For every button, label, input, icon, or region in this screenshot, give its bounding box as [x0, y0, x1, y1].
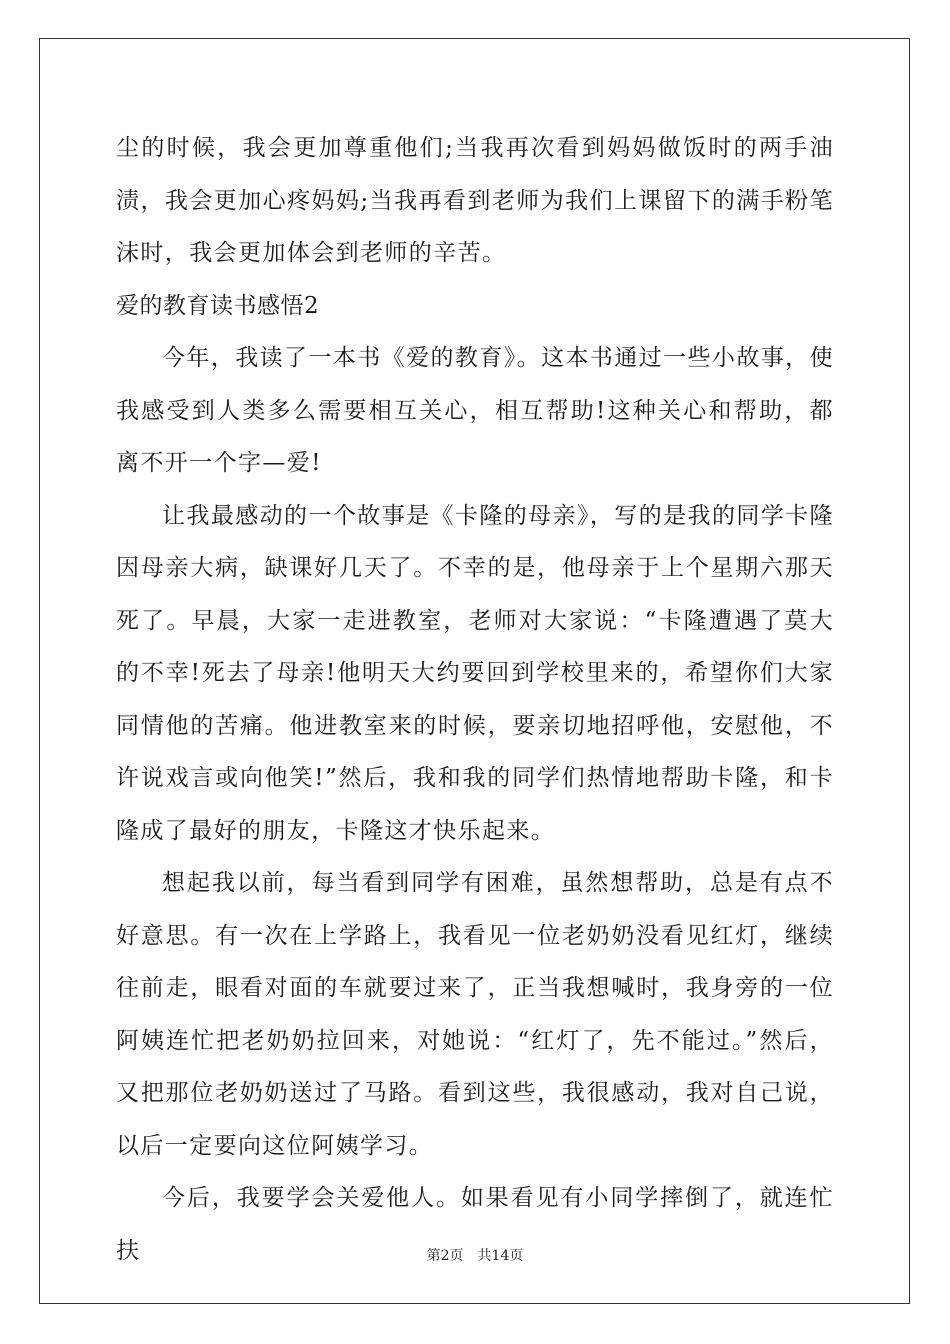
paragraph-continuation: 尘的时候，我会更加尊重他们;当我再次看到妈妈做饭时的两手油渍，我会更加心疼妈妈;当我再看到老师为我们上课留下的满手粉笔沫时，我会更加体会到老师的辛苦。	[116, 135, 834, 266]
paragraph-story: 让我最感动的一个故事是《卡隆的母亲》，写的是我的同学卡隆因母亲大病，缺课好几天了。不幸的是，他母亲于上个星期六那天死了。早晨，大家一走进教室，老师对大家说：“卡隆遭遇了莫大的不幸!死去了母亲!他明天大约要回到学校里来的，希望你们大家同情他的苦痛。他进教室来的时候，要亲切地招呼他，安慰他，不许说戏言或向他笑!”然后，我和我的同学们热情地帮助卡隆，和卡隆成了最好的朋友，卡隆这才快乐起来。	[116, 502, 834, 844]
paragraph-intro: 今年，我读了一本书《爱的教育》。这本书通过一些小故事，使我感受到人类多么需要相互关心，相互帮助!这种关心和帮助，都离不开一个字—爱!	[116, 345, 834, 476]
section-heading: 爱的教育读书感悟2	[116, 292, 320, 319]
page-total: 共14页	[477, 1248, 524, 1264]
paragraph-resolution: 今后，我要学会关爱他人。如果看见有小同学摔倒了，就连忙扶	[116, 1185, 834, 1264]
page-footer	[0, 1245, 950, 1265]
paragraph-reflection: 想起我以前，每当看到同学有困难，虽然想帮助，总是有点不好意思。有一次在上学路上，我看见一位老奶奶没看见红灯，继续往前走，眼看对面的车就要过来了，正当我想喊时，我身旁的一位阿姨连忙把老奶奶拉回来，对她说：“红灯了，先不能过。”然后，又把那位老奶奶送过了马路。看到这些，我很感动，我对自己说，以后一定要向这位阿姨学习。	[116, 870, 834, 1159]
page-number: 第2页	[426, 1248, 464, 1264]
document-body	[116, 122, 834, 1277]
